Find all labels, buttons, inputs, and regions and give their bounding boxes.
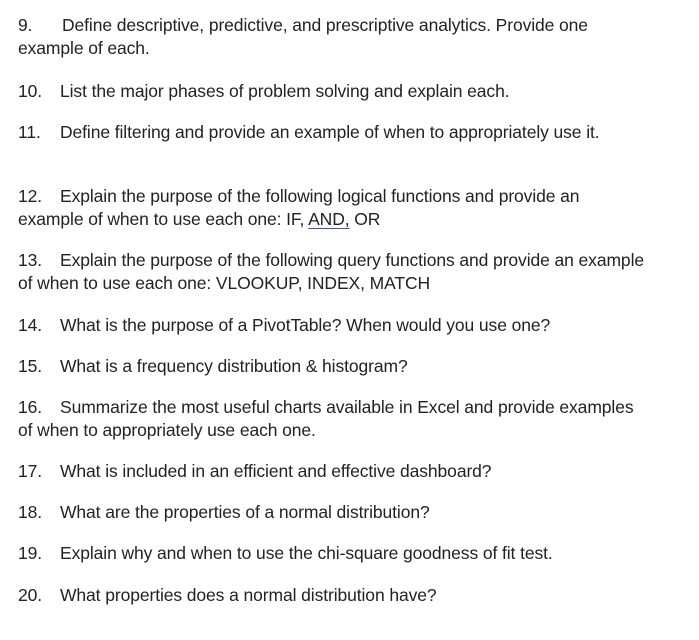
question-number: 9. — [18, 15, 33, 35]
question-11 — [18, 121, 648, 144]
question-number: 19. — [18, 543, 43, 563]
question-number: 15. — [18, 356, 43, 376]
question-14 — [18, 314, 648, 337]
question-12 — [18, 185, 648, 231]
question-text: Explain the purpose of the following query functions and provide an example of when to use each one: VLOOKUP, INDEX, MATCH — [18, 250, 644, 293]
question-text: Summarize the most useful charts available in Excel and provide examples of when to appropriately use each one. — [18, 397, 634, 440]
question-17 — [18, 460, 648, 483]
question-text: List the major phases of problem solving and explain each. — [60, 81, 510, 101]
question-19 — [18, 542, 648, 565]
question-number: 18. — [18, 502, 43, 522]
question-13 — [18, 249, 648, 295]
question-text: Explain why and when to use the chi-square goodness of fit test. — [60, 543, 553, 563]
question-number: 20. — [18, 585, 43, 605]
underlined-function-name: AND, — [308, 209, 350, 229]
question-15 — [18, 355, 648, 378]
question-text: What is a frequency distribution & histogram? — [60, 356, 408, 376]
question-text-end: OR — [349, 209, 381, 229]
question-text: What is included in an efficient and effective dashboard? — [60, 461, 492, 481]
question-text: What properties does a normal distribution have? — [60, 585, 437, 605]
question-text: What is the purpose of a PivotTable? When would you use one? — [60, 315, 551, 335]
question-number: 12. — [18, 186, 43, 206]
question-9 — [18, 14, 648, 60]
question-10 — [18, 80, 648, 103]
question-text: Explain the purpose of the following logical functions and provide an example of when to use each one: IF, — [18, 186, 580, 229]
question-text: What are the properties of a normal distribution? — [60, 502, 430, 522]
question-16 — [18, 396, 648, 442]
question-number: 17. — [18, 461, 43, 481]
question-number: 16. — [18, 397, 43, 417]
question-text: Define filtering and provide an example of when to appropriately use it. — [60, 122, 600, 142]
question-number: 13. — [18, 250, 43, 270]
question-number: 10. — [18, 81, 43, 101]
question-number: 11. — [18, 122, 41, 142]
question-text: Define descriptive, predictive, and prescriptive analytics. Provide one example of each. — [18, 15, 588, 58]
question-20 — [18, 584, 648, 607]
question-18 — [18, 501, 648, 524]
question-number: 14. — [18, 315, 43, 335]
